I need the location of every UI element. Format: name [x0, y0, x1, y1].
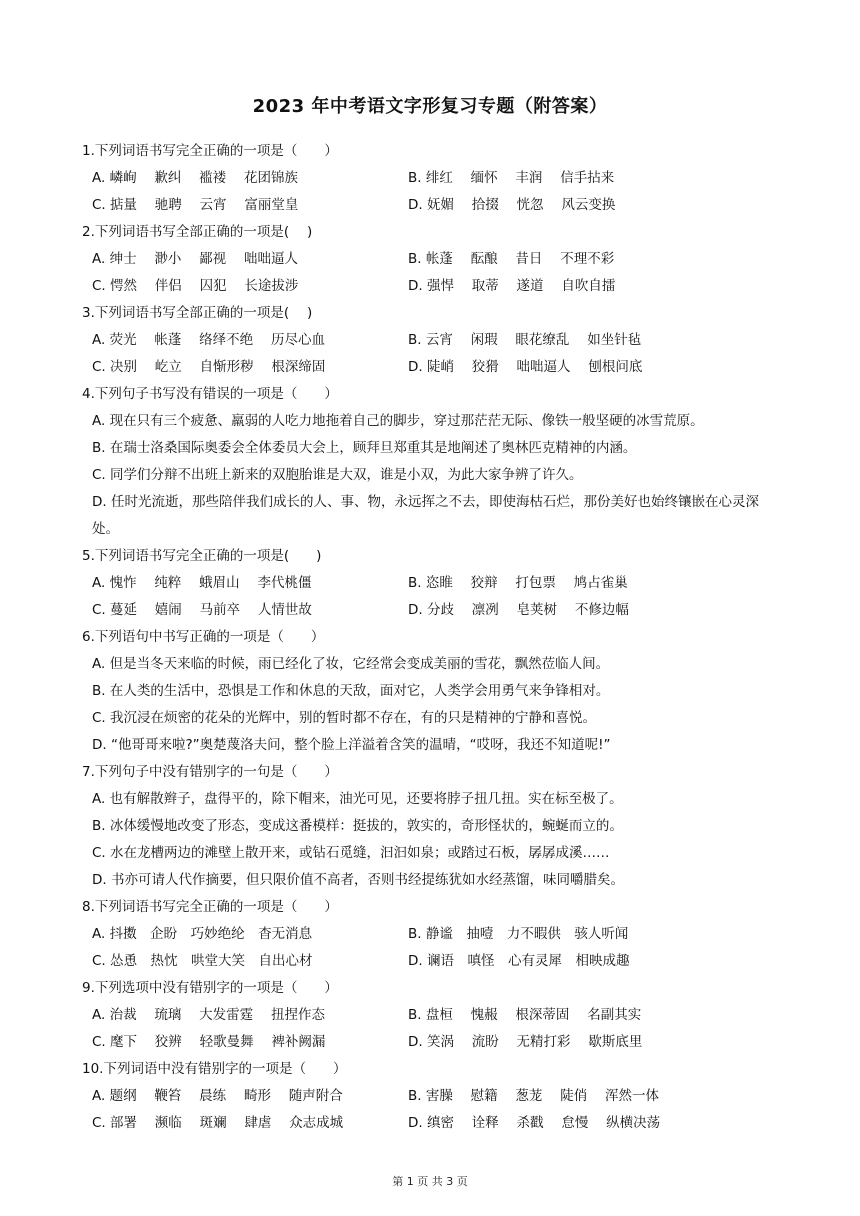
- question-3-options-row-1: [82, 327, 782, 354]
- question-6-option-a: A. 但是当冬天来临的时候，雨已经化了妆，它经常会变成美丽的雪花，飘然莅临人间。: [92, 656, 610, 672]
- question-8-option-a: A. 抖擞 企盼 巧妙绝纶 杳无消息: [92, 926, 313, 942]
- question-6-option-c: C. 我沉浸在烦密的花朵的光辉中，别的暂时都不存在，有的只是精神的宁静和喜悦。: [92, 710, 597, 726]
- question-7-option-c: C. 水在龙槽两边的滩壁上散开来，或钻石觅缝，汩汩如泉；或踏过石板，孱孱成溪……: [92, 845, 610, 861]
- question-6-option-b: B. 在人类的生活中，恐惧是工作和休息的天敌，面对它，人类学会用勇气来争锋相对。: [92, 683, 610, 699]
- question-2-options-row-2: [82, 273, 782, 300]
- question-10-option-a: A. 题纲 鞭笞 晨练 畸形 随声附合: [92, 1088, 343, 1104]
- question-5-stem: 5.下列词语书写完全正确的一项是( ): [82, 548, 322, 564]
- question-3-option-d: D. 陡峭 狡猾 咄咄逼人 刨根问底: [408, 359, 643, 375]
- question-2-options-row-1: [82, 246, 782, 273]
- question-9-option-b: B. 盘桓 愧赧 根深蒂固 名副其实: [408, 1007, 642, 1023]
- question-4-option-b: B. 在瑞士洛桑国际奥委会全体委员大会上，顾拜旦郑重其是地阐述了奥林匹克精神的内涵。: [92, 440, 637, 456]
- question-10-options-row-2: [82, 1110, 782, 1137]
- question-8-options-row-1: [82, 921, 782, 948]
- question-5-option-b: B. 恣睢 狡辩 打包票 鸠占雀巢: [408, 575, 628, 591]
- question-10-option-c: C. 部署 濒临 斑斓 肆虐 众志成城: [92, 1115, 344, 1131]
- question-2-option-a: A. 绅士 渺小 鄙视 咄咄逼人: [92, 251, 298, 267]
- question-5-option-d: D. 分歧 凛冽 皂荚树 不修边幅: [408, 602, 629, 618]
- question-2-stem: 2.下列词语书写全部正确的一项是( ): [82, 224, 313, 240]
- question-1-option-d: D. 妩媚 拾掇 恍忽 风云变换: [408, 197, 616, 213]
- question-3-option-c: C. 决别 屹立 自惭形秽 根深缔固: [92, 359, 326, 375]
- page-footer: 第 1 页 共 3 页: [392, 1175, 468, 1188]
- question-7-stem: 7.下列句子中没有错别字的一句是（ ）: [82, 764, 338, 780]
- question-8-stem: 8.下列词语书写完全正确的一项是（ ）: [82, 899, 338, 915]
- question-4-stem: 4.下列句子书写没有错误的一项是（ ）: [82, 386, 338, 402]
- question-8-options-row-2: [82, 948, 782, 975]
- question-6-stem: 6.下列语句中书写正确的一项是（ ）: [82, 629, 325, 645]
- question-5-options-row-1: [82, 570, 782, 597]
- question-3-option-a: A. 荧光 帐蓬 络绎不绝 历尽心血: [92, 332, 325, 348]
- question-9-options-row-1: [82, 1002, 782, 1029]
- question-1-stem: 1.下列词语书写完全正确的一项是（ ）: [82, 143, 338, 159]
- question-3-options-row-2: [82, 354, 782, 381]
- question-1-options-row-1: [82, 165, 782, 192]
- question-9-option-d: D. 笑涡 流盼 无精打彩 歇斯底里: [408, 1034, 643, 1050]
- question-7-option-d: D. 书亦可请人代作摘要，但只限价值不高者，否则书经提练犹如水经蒸馏，味同嚼腊矣。: [92, 872, 624, 888]
- question-9-options-row-2: [82, 1029, 782, 1056]
- question-8-option-d: D. 谰语 嗔怪 心有灵犀 相映成趣: [408, 953, 630, 969]
- question-2-option-d: D. 强悍 取蒂 遂道 自吹自擂: [408, 278, 616, 294]
- question-8-option-c: C. 怂恿 热忱 哄堂大笑 自出心材: [92, 953, 313, 969]
- question-3-stem: 3.下列词语书写全部正确的一项是( ): [82, 305, 313, 321]
- document-body: [82, 138, 782, 1137]
- question-5-option-a: A. 愧怍 纯粹 蛾眉山 李代桃僵: [92, 575, 312, 591]
- question-2-option-c: C. 愕然 伴侣 囚犯 长途拔涉: [92, 278, 299, 294]
- question-1-option-b: B. 绯红 缅怀 丰润 信手拈来: [408, 170, 615, 186]
- question-10-stem: 10.下列词语中没有错别字的一项是（ ）: [82, 1061, 347, 1077]
- question-10-option-d: D. 缜密 诠释 杀戳 怠慢 纵横决荡: [408, 1115, 661, 1131]
- question-2-option-b: B. 帐蓬 酝酿 昔日 不理不彩: [408, 251, 615, 267]
- question-7-option-b: B. 冰体缓慢地改变了形态，变成这番模样：挺拔的，敦实的，奇形怪状的，蜿蜒而立的。: [92, 818, 623, 834]
- question-4-option-c: C. 同学们分辩不出班上新来的双胞胎谁是大双，谁是小双，为此大家争辨了许久。: [92, 467, 583, 483]
- question-5-option-c: C. 蔓延 嬉闹 马前卒 人情世故: [92, 602, 312, 618]
- question-1-option-c: C. 掂量 驰聘 云宵 富丽堂皇: [92, 197, 299, 213]
- document-title: 2023 年中考语文字形复习专题（附答案）: [252, 96, 608, 117]
- question-9-option-c: C. 麾下 狡辨 轻歌曼舞 裨补阙漏: [92, 1034, 326, 1050]
- question-1-option-a: A. 嶙峋 歉纠 褴褛 花团锦族: [92, 170, 298, 186]
- question-6-option-d: D. “他哥哥来啦?”奥楚蔑洛夫问，整个脸上洋溢着含笑的温晴，“哎呀，我还不知道呢!”: [92, 737, 611, 753]
- question-5-options-row-2: [82, 597, 782, 624]
- question-9-stem: 9.下列选项中没有错别字的一项是（ ）: [82, 980, 338, 996]
- question-10-options-row-1: [82, 1083, 782, 1110]
- question-9-option-a: A. 治裁 琉璃 大发雷霆 扭捏作态: [92, 1007, 325, 1023]
- question-3-option-b: B. 云宵 闲瑕 眼花缭乱 如坐针毡: [408, 332, 642, 348]
- question-1-options-row-2: [82, 192, 782, 219]
- question-4-option-a: A. 现在只有三个疲惫、羸弱的人吃力地拖着自己的脚步，穿过那茫茫无际、像铁一般坚硬的冰雪荒原。: [92, 413, 704, 429]
- question-10-option-b: B. 害臊 慰籍 葱茏 陡俏 浑然一体: [408, 1088, 660, 1104]
- question-8-option-b: B. 静谧 抽噎 力不暇供 骇人听闻: [408, 926, 629, 942]
- question-7-option-a: A. 也有解散辫子，盘得平的，除下帽来，油光可见，还要将脖子扭几扭。实在标至极了。: [92, 791, 623, 807]
- question-4-option-d: D. 任时光流逝，那些陪伴我们成长的人、事、物，永远挥之不去，即使海枯石烂，那份美好也始终镶嵌在心灵深处。: [92, 494, 759, 537]
